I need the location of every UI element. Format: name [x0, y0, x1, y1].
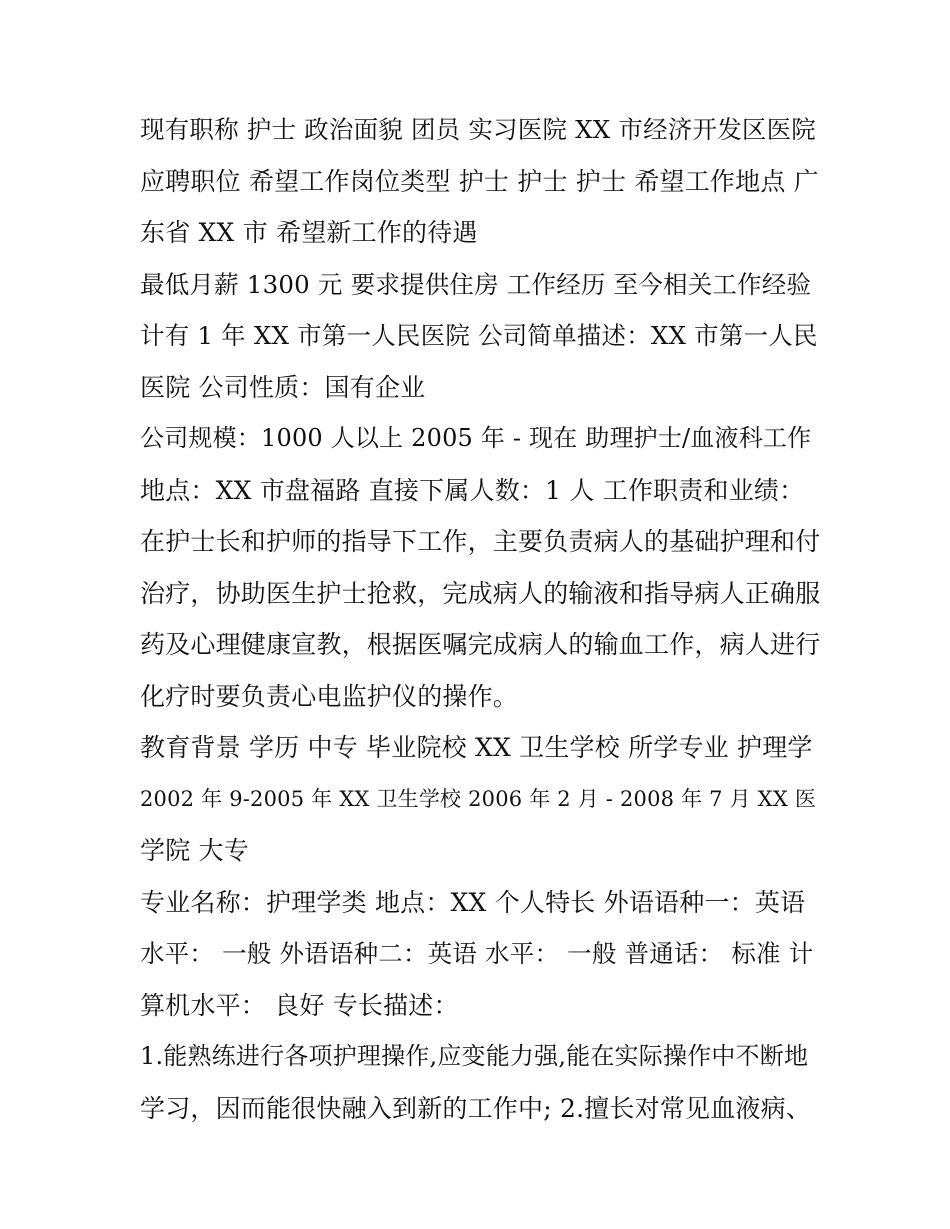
text-line: 计有 1 年 XX 市第一人民医院 公司简单描述：XX 市第一人民	[140, 321, 818, 350]
text-line: 化疗时要负责心电监护仪的操作。	[140, 681, 519, 711]
text-line: 1.能熟练进行各项护理操作,应变能力强,能在实际操作中不断地	[140, 1042, 809, 1070]
text-line: 专业名称：护理学类 地点：XX 个人特长 外语语种一：英语	[140, 887, 806, 917]
text-line: 现有职称 护士 政治面貌 团员 实习医院 XX 市经济开发区医院	[140, 115, 817, 144]
document-body	[140, 104, 820, 1134]
text-line: 算机水平： 良好 专长描述：	[140, 990, 459, 1020]
text-line: 地点：XX 市盘福路 直接下属人数：1 人 工作职责和业绩：	[140, 475, 805, 505]
text-line: 公司规模：1000 人以上 2005 年 - 现在 助理护士/血液科工作	[140, 424, 812, 452]
text-line: 教育背景 学历 中专 毕业院校 XX 卫生学校 所学专业 护理学	[140, 733, 813, 762]
text-line: 学院 大专	[140, 836, 249, 865]
text-line: 治疗，协助医生护士抢救，完成病人的输液和指导病人正确服	[140, 578, 821, 608]
text-line: 水平： 一般 外语语种二：英语 水平： 一般 普通话： 标准 计	[140, 939, 814, 968]
text-line: 东省 XX 市 希望新工作的待遇	[140, 218, 478, 247]
text-line: 应聘职位 希望工作岗位类型 护士 护士 护士 希望工作地点 广	[140, 166, 819, 196]
text-line: 2002 年 9-2005 年 XX 卫生学校 2006 年 2 月 - 2008 年 7 月 XX 医	[140, 786, 817, 811]
text-line: 学习，因而能很快融入到新的工作中; 2.擅长对常见血液病、	[140, 1093, 812, 1123]
text-line: 医院 公司性质：国有企业	[140, 372, 426, 402]
text-line: 药及心理健康宣教，根据医嘱完成病人的输血工作，病人进行	[140, 630, 821, 659]
text-line: 最低月薪 1300 元 要求提供住房 工作经历 至今相关工作经验	[140, 269, 812, 299]
text-line: 在护士长和护师的指导下工作，主要负责病人的基础护理和付	[140, 527, 821, 556]
